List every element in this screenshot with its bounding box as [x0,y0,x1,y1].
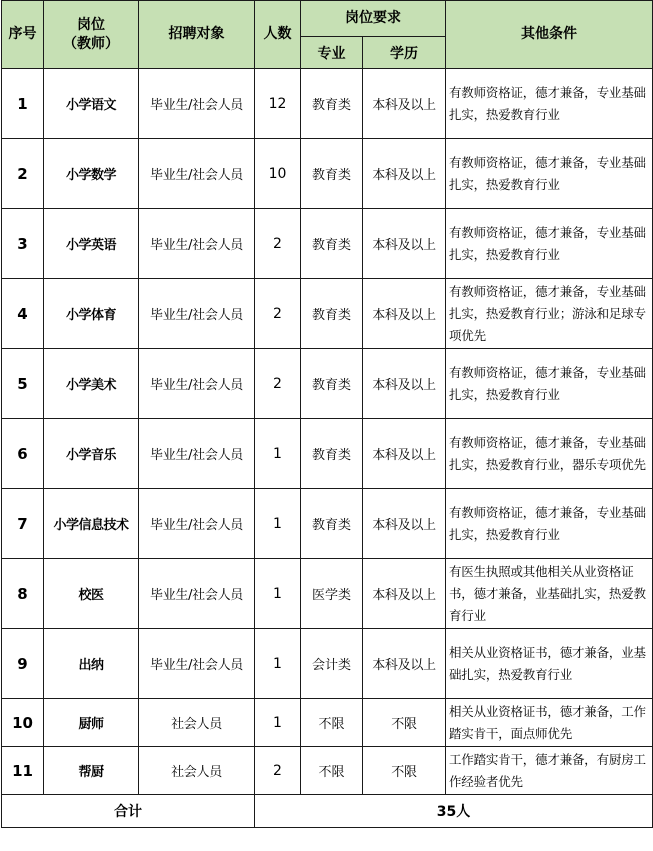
row-major: 教育类 [301,419,363,489]
row-count: 1 [255,699,301,747]
row-position: 小学语文 [44,69,139,139]
row-education: 本科及以上 [363,489,446,559]
row-major: 会计类 [301,629,363,699]
row-major: 教育类 [301,69,363,139]
row-other-conditions: 相关从业资格证书，德才兼备，业基础扎实，热爱教育行业 [446,629,653,699]
row-other-conditions: 有教师资格证，德才兼备，专业基础扎实，热爱教育行业；游泳和足球专项优先 [446,279,653,349]
row-position: 小学信息技术 [44,489,139,559]
row-major: 教育类 [301,349,363,419]
row-other-conditions: 工作踏实肯干，德才兼备，有厨房工作经验者优先 [446,747,653,795]
row-other-conditions: 有教师资格证，德才兼备，专业基础扎实，热爱教育行业，器乐专项优先 [446,419,653,489]
row-seq: 4 [2,279,44,349]
row-count: 12 [255,69,301,139]
row-education: 不限 [363,699,446,747]
row-major: 教育类 [301,209,363,279]
table-row [2,629,653,699]
recruitment-table [1,0,653,828]
row-target: 毕业生/社会人员 [139,419,255,489]
row-position: 出纳 [44,629,139,699]
row-target: 毕业生/社会人员 [139,629,255,699]
row-seq: 10 [2,699,44,747]
row-target: 毕业生/社会人员 [139,139,255,209]
row-education: 本科及以上 [363,349,446,419]
header-other: 其他条件 [446,1,653,69]
row-major: 不限 [301,699,363,747]
header-position [44,1,139,69]
row-seq: 9 [2,629,44,699]
table-row [2,419,653,489]
row-other-conditions: 有教师资格证，德才兼备，专业基础扎实，热爱教育行业 [446,69,653,139]
header-major: 专业 [301,37,363,69]
header-position-line2: （教师） [63,35,119,52]
row-count: 2 [255,349,301,419]
total-row [2,795,653,828]
row-other-conditions: 有教师资格证，德才兼备，专业基础扎实，热爱教育行业 [446,349,653,419]
row-position: 小学体育 [44,279,139,349]
row-seq: 7 [2,489,44,559]
table-row [2,69,653,139]
row-seq: 8 [2,559,44,629]
header-count: 人数 [255,1,301,69]
table-row [2,209,653,279]
row-count: 1 [255,629,301,699]
row-target: 毕业生/社会人员 [139,279,255,349]
row-other-conditions: 有医生执照或其他相关从业资格证书，德才兼备，业基础扎实，热爱教育行业 [446,559,653,629]
row-major: 教育类 [301,139,363,209]
row-education: 本科及以上 [363,69,446,139]
row-position: 小学美术 [44,349,139,419]
row-target: 毕业生/社会人员 [139,69,255,139]
row-seq: 5 [2,349,44,419]
row-education: 本科及以上 [363,139,446,209]
row-target: 毕业生/社会人员 [139,489,255,559]
row-target: 社会人员 [139,699,255,747]
row-seq: 6 [2,419,44,489]
row-position: 小学音乐 [44,419,139,489]
row-count: 1 [255,489,301,559]
row-education: 本科及以上 [363,559,446,629]
row-count: 10 [255,139,301,209]
row-education: 本科及以上 [363,209,446,279]
row-position: 校医 [44,559,139,629]
row-major: 医学类 [301,559,363,629]
total-label: 合计 [2,795,255,828]
table-row [2,139,653,209]
row-count: 2 [255,209,301,279]
total-value: 35人 [255,795,653,828]
row-position: 小学数学 [44,139,139,209]
row-major: 教育类 [301,279,363,349]
row-position: 厨师 [44,699,139,747]
row-seq: 3 [2,209,44,279]
table-row [2,279,653,349]
row-target: 社会人员 [139,747,255,795]
header-education: 学历 [363,37,446,69]
row-count: 1 [255,419,301,489]
table-row [2,699,653,747]
table-row [2,747,653,795]
row-target: 毕业生/社会人员 [139,349,255,419]
row-major: 教育类 [301,489,363,559]
header-requirements: 岗位要求 [301,1,446,37]
row-other-conditions: 有教师资格证，德才兼备，专业基础扎实，热爱教育行业 [446,139,653,209]
header-seq: 序号 [2,1,44,69]
row-education: 不限 [363,747,446,795]
row-other-conditions: 有教师资格证，德才兼备，专业基础扎实，热爱教育行业 [446,209,653,279]
row-seq: 2 [2,139,44,209]
row-count: 1 [255,559,301,629]
row-target: 毕业生/社会人员 [139,209,255,279]
table-row [2,489,653,559]
row-target: 毕业生/社会人员 [139,559,255,629]
row-count: 2 [255,747,301,795]
row-seq: 11 [2,747,44,795]
table-row [2,559,653,629]
table-row [2,349,653,419]
row-education: 本科及以上 [363,629,446,699]
row-education: 本科及以上 [363,419,446,489]
row-position: 帮厨 [44,747,139,795]
row-other-conditions: 有教师资格证，德才兼备，专业基础扎实，热爱教育行业 [446,489,653,559]
row-count: 2 [255,279,301,349]
header-target: 招聘对象 [139,1,255,69]
row-education: 本科及以上 [363,279,446,349]
row-other-conditions: 相关从业资格证书，德才兼备，工作踏实肯干，面点师优先 [446,699,653,747]
header-position-line1: 岗位 [77,16,105,33]
row-major: 不限 [301,747,363,795]
row-position: 小学英语 [44,209,139,279]
row-seq: 1 [2,69,44,139]
table-body [2,69,653,795]
